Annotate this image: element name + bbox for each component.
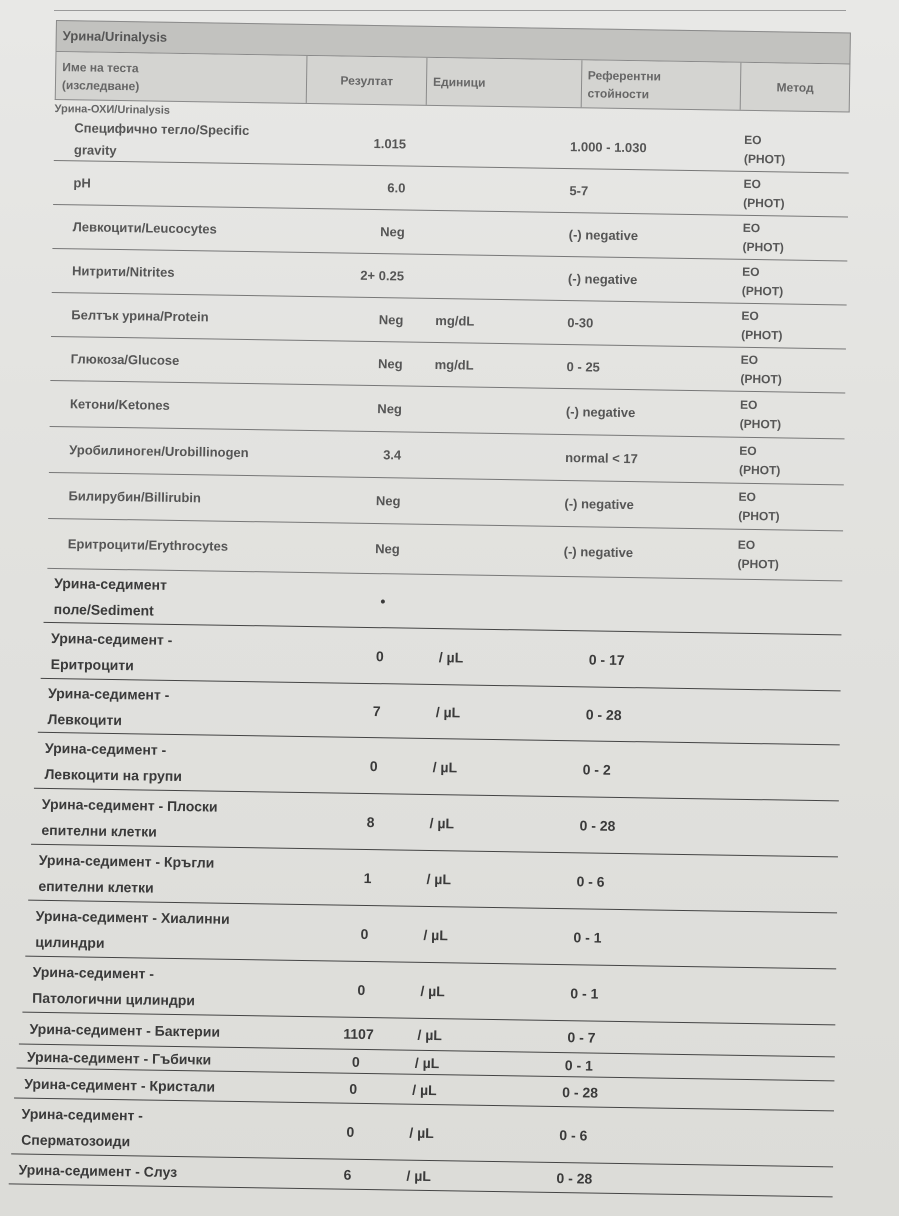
result-value: Neg bbox=[380, 224, 405, 240]
result-value: 1107 bbox=[343, 1025, 374, 1042]
reference-range: normal < 17 bbox=[565, 450, 638, 467]
unit-value bbox=[408, 501, 558, 503]
unit-value: / µL bbox=[409, 1124, 434, 1141]
result-value: • bbox=[380, 592, 386, 609]
test-name bbox=[48, 484, 318, 510]
method-line-2: (PHOT) bbox=[743, 195, 785, 210]
test-name-line-1: Еритроцити/Erythrocytes bbox=[67, 535, 229, 554]
method-line-1: EO bbox=[743, 176, 761, 191]
reference-range: (-) negative bbox=[563, 544, 634, 561]
result-value: 6.0 bbox=[387, 180, 406, 196]
reference-range: 0-30 bbox=[567, 315, 594, 331]
method-value bbox=[742, 262, 823, 301]
unit-value bbox=[412, 601, 572, 604]
test-name-line-1: Кетони/Ketones bbox=[69, 395, 170, 413]
unit-value bbox=[413, 232, 563, 234]
test-name bbox=[50, 392, 320, 418]
unit-value: / µL bbox=[432, 758, 458, 775]
result-value: 0 bbox=[351, 1053, 360, 1070]
method-line-1: EO bbox=[742, 264, 760, 279]
test-name-line-1: Специфично тегло/Specific bbox=[74, 119, 250, 138]
test-name-line-1: Урина-седимент - bbox=[21, 1105, 144, 1123]
method-value bbox=[740, 350, 821, 389]
test-name bbox=[49, 438, 319, 464]
test-name bbox=[41, 624, 352, 681]
test-name-line-1: Урина-седимент - bbox=[47, 684, 170, 703]
method-line-2: (PHOT) bbox=[742, 239, 784, 254]
test-name bbox=[14, 1070, 324, 1101]
method-value bbox=[743, 174, 824, 213]
test-name-line-1: Нитрити/Nitrites bbox=[71, 262, 175, 280]
method-value bbox=[739, 441, 820, 480]
test-name-line-2: цилиндри bbox=[35, 933, 105, 951]
unit-value bbox=[409, 455, 559, 457]
reference-range: 0 - 28 bbox=[562, 1083, 599, 1101]
method-line-1: EO bbox=[737, 537, 756, 552]
test-name-line-2: Сперматозоиди bbox=[21, 1131, 131, 1149]
test-name-line-1: Урина-седимент - Кръгли bbox=[38, 851, 215, 871]
method-line-1: EO bbox=[742, 220, 761, 235]
test-name-line-1: pH bbox=[73, 174, 91, 191]
unit-value: / µL bbox=[438, 648, 464, 665]
method-value bbox=[738, 487, 819, 526]
test-name bbox=[44, 569, 355, 626]
result-value: Neg bbox=[377, 356, 403, 372]
unit-value: / µL bbox=[417, 1026, 443, 1043]
result-value: 0 bbox=[375, 647, 384, 664]
reference-range: 0 - 28 bbox=[556, 1169, 593, 1187]
test-name bbox=[51, 303, 321, 329]
test-name-line-1: Урина-седимент - bbox=[44, 739, 167, 758]
test-name bbox=[25, 902, 336, 959]
result-value: 1.015 bbox=[373, 136, 407, 152]
unit-value: / µL bbox=[426, 870, 452, 887]
test-name bbox=[8, 1156, 318, 1187]
result-value: Neg bbox=[375, 493, 401, 509]
test-name-line-1: Урина-седимент - Бактерии bbox=[29, 1020, 221, 1040]
test-name-line-1: Урина-седимент - bbox=[32, 963, 155, 982]
test-name-line-1: Билирубин/Billirubin bbox=[68, 487, 202, 505]
test-name bbox=[34, 734, 345, 791]
top-divider bbox=[54, 10, 846, 11]
unit-value bbox=[412, 276, 562, 278]
test-name-line-2: епителни клетки bbox=[38, 877, 154, 896]
reference-range: 1.000 - 1.030 bbox=[569, 139, 647, 156]
method-line-1: EO bbox=[738, 489, 757, 504]
method-value bbox=[740, 395, 821, 434]
test-name-line-1: Урина-седимент - Слуз bbox=[18, 1161, 178, 1180]
reference-range: 0 - 28 bbox=[585, 705, 622, 723]
result-value: 6 bbox=[343, 1166, 352, 1183]
method-line-2: (PHOT) bbox=[738, 462, 781, 477]
test-name-line-1: Белтък урина/Protein bbox=[71, 306, 209, 324]
test-name bbox=[52, 259, 322, 285]
reference-range: 0 - 7 bbox=[567, 1028, 596, 1046]
method-line-1: EO bbox=[744, 132, 762, 147]
test-name bbox=[11, 1100, 322, 1157]
unit-value: / µL bbox=[412, 1081, 437, 1098]
sediment-rows bbox=[18, 569, 843, 1197]
unit-value: mg/dL bbox=[434, 356, 474, 373]
reference-range bbox=[572, 604, 722, 606]
test-name-line-1: Урина-седимент - Гъбички bbox=[26, 1048, 212, 1068]
method-line-1: EO bbox=[739, 443, 757, 458]
result-value: 0 bbox=[346, 1123, 355, 1140]
test-name-line-1: Урина-седимент bbox=[54, 574, 168, 593]
unit-value: mg/dL bbox=[435, 312, 475, 329]
chemistry-rows bbox=[47, 117, 849, 581]
test-name-line-1: Урина-седимент - Хиалинни bbox=[35, 907, 230, 927]
test-name-line-1: Уробилиноген/Urobillinogen bbox=[69, 441, 249, 460]
test-name bbox=[17, 1043, 327, 1074]
unit-value: / µL bbox=[435, 703, 461, 720]
test-name bbox=[54, 116, 325, 164]
reference-range: (-) negative bbox=[567, 271, 638, 288]
test-name-line-1: Урина-седимент - Кристали bbox=[24, 1075, 216, 1095]
result-value: 0 bbox=[360, 925, 369, 942]
section-title: Урина/Urinalysis bbox=[55, 20, 850, 64]
unit-value: / µL bbox=[429, 814, 455, 831]
reference-range: 0 - 1 bbox=[570, 984, 599, 1002]
result-value: 1 bbox=[363, 869, 372, 886]
reference-range: 0 - 28 bbox=[579, 816, 616, 834]
reference-range: 5-7 bbox=[569, 183, 589, 199]
group-label: Урина-ОХИ/Urinalysis bbox=[54, 102, 171, 117]
column-header-units: Единици bbox=[427, 58, 582, 107]
column-header-method: Метод bbox=[776, 79, 814, 95]
reference-range: (-) negative bbox=[568, 227, 639, 244]
method-line-1: EO bbox=[741, 308, 759, 323]
method-line-2: (PHOT) bbox=[741, 283, 784, 298]
method-line-2: (PHOT) bbox=[740, 371, 782, 386]
test-name-line-1: Глюкоза/Glucose bbox=[70, 350, 180, 368]
reference-range: (-) negative bbox=[565, 404, 636, 421]
reference-range: 0 - 6 bbox=[576, 872, 605, 890]
reference-range: 0 - 17 bbox=[588, 650, 625, 668]
result-value: 2+ 0.25 bbox=[360, 267, 405, 284]
method-line-2: (PHOT) bbox=[743, 151, 786, 166]
test-name bbox=[37, 679, 348, 736]
test-name bbox=[28, 846, 339, 903]
unit-value: / µL bbox=[414, 1054, 440, 1071]
test-name bbox=[19, 1015, 329, 1046]
result-value: Neg bbox=[378, 312, 404, 328]
test-name-line-1: Урина-седимент - Плоски bbox=[41, 795, 218, 815]
result-value: 0 bbox=[357, 981, 366, 998]
unit-value bbox=[414, 144, 564, 146]
unit-value: / µL bbox=[420, 982, 445, 999]
column-header-result: Резултат bbox=[307, 56, 427, 105]
method-line-2: (PHOT) bbox=[737, 556, 779, 571]
reference-range: 0 - 1 bbox=[564, 1056, 593, 1074]
test-name bbox=[31, 790, 342, 847]
unit-value: / µL bbox=[423, 926, 449, 943]
test-name-line-2: gravity bbox=[73, 141, 117, 158]
unit-value bbox=[408, 549, 558, 551]
test-name bbox=[53, 215, 323, 241]
test-name bbox=[22, 958, 333, 1015]
reference-range: (-) negative bbox=[564, 496, 634, 513]
test-name-line-2: поле/Sediment bbox=[53, 600, 154, 619]
unit-value bbox=[410, 409, 560, 411]
test-name bbox=[53, 171, 323, 197]
result-value: Neg bbox=[377, 401, 403, 417]
unit-value bbox=[413, 188, 563, 190]
method-line-1: EO bbox=[739, 397, 758, 412]
unit-value: / µL bbox=[406, 1167, 432, 1184]
method-line-2: (PHOT) bbox=[738, 508, 780, 523]
reference-range: 0 - 2 bbox=[582, 760, 611, 778]
method-line-1: EO bbox=[740, 352, 759, 367]
method-value bbox=[744, 130, 825, 169]
reference-range: 0 - 25 bbox=[566, 359, 600, 375]
result-value: 0 bbox=[349, 1080, 358, 1097]
test-name-line-1: Левкоцити/Leucocytes bbox=[72, 218, 217, 237]
test-name bbox=[48, 532, 318, 558]
test-name bbox=[51, 347, 321, 373]
method-value bbox=[741, 306, 822, 345]
test-name-line-2: Левкоцити на групи bbox=[44, 765, 183, 784]
reference-range: 0 - 1 bbox=[573, 928, 602, 946]
result-value: 0 bbox=[369, 757, 378, 774]
method-value bbox=[742, 218, 823, 257]
method-line-2: (PHOT) bbox=[739, 416, 782, 431]
test-name-line-2: Патологични цилиндри bbox=[32, 989, 196, 1008]
test-name-line-2: Левкоцити bbox=[47, 710, 123, 728]
test-name-line-2: епителни клетки bbox=[41, 821, 157, 840]
result-value: 8 bbox=[366, 813, 375, 830]
reference-range: 0 - 6 bbox=[559, 1126, 588, 1143]
column-header-reference: Референтни стойности bbox=[581, 60, 741, 110]
method-value bbox=[737, 535, 818, 574]
urinalysis-table bbox=[18, 20, 851, 1197]
result-value: 7 bbox=[372, 702, 381, 719]
result-value: Neg bbox=[375, 541, 400, 557]
result-value: 3.4 bbox=[383, 447, 402, 463]
method-line-2: (PHOT) bbox=[741, 327, 783, 342]
test-name-line-2: Еритроцити bbox=[50, 655, 134, 673]
test-name-line-1: Урина-седимент - bbox=[50, 629, 173, 648]
column-header-test-name: Име на теста (изследване) bbox=[56, 52, 308, 103]
